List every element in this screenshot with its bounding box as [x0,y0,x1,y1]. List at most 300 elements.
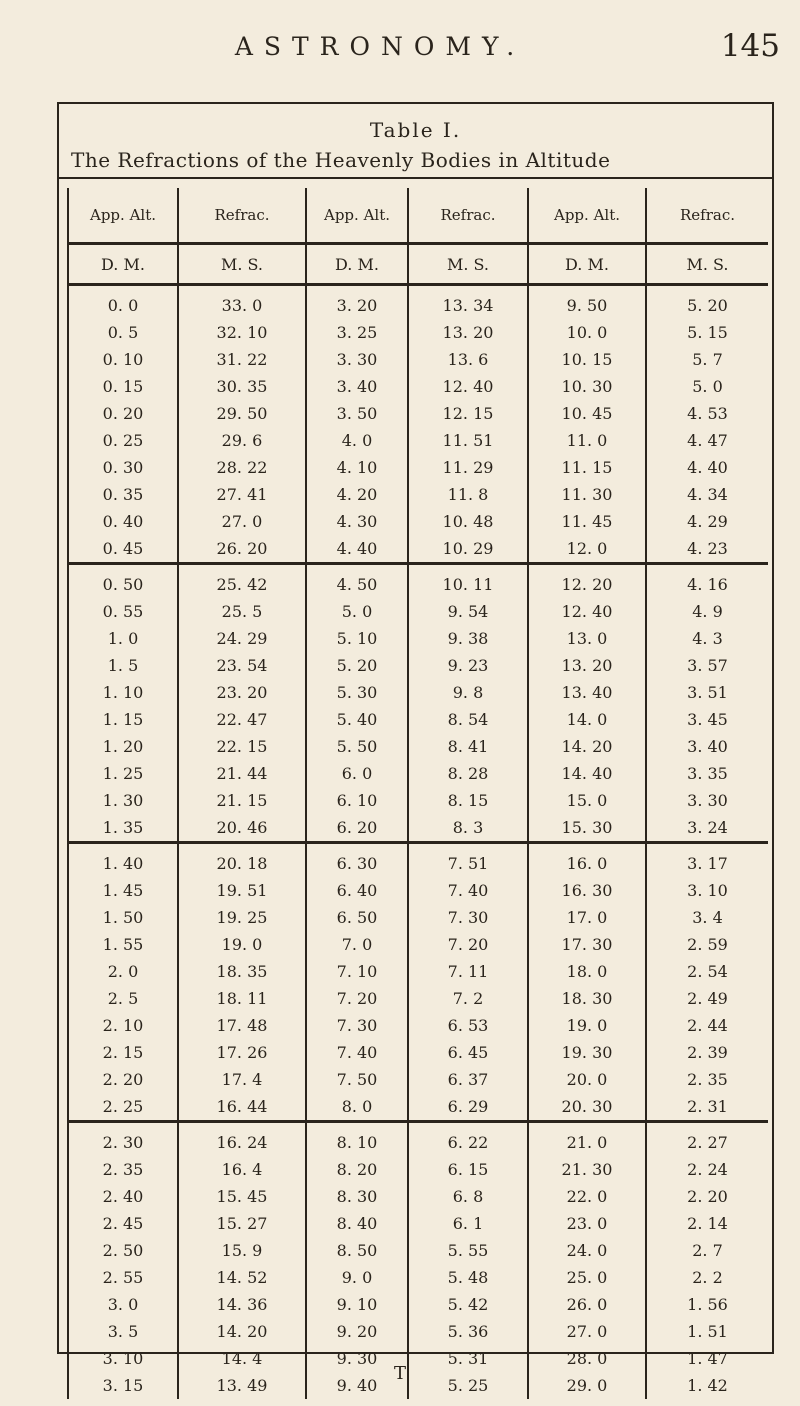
table-body [67,245,768,1399]
refraction-cell: 3. 30 [687,791,728,810]
table-row [67,733,768,760]
apparent-altitude-cell: 3. 20 [305,286,409,319]
refraction-cell: 6. 29 [409,1093,527,1123]
refraction-cell: 2. 54 [687,962,728,981]
table-row [67,1291,768,1318]
apparent-altitude-cell: 2. 35 [67,1156,179,1183]
refraction-cell: 15. 45 [216,1187,268,1206]
table-row [67,1093,768,1123]
apparent-altitude-cell: 16. 30 [527,877,647,904]
refraction-cell: 2. 20 [687,1187,728,1206]
apparent-altitude-cell: 3. 50 [305,400,409,427]
apparent-altitude-cell: 2. 20 [67,1066,179,1093]
table-row [67,565,768,598]
apparent-altitude-cell: 20. 30 [527,1093,647,1123]
refraction-table-frame [57,102,774,1395]
refraction-cell: 4. 34 [687,485,728,504]
refraction-cell: 21. 15 [216,791,268,810]
refraction-cell: 5. 0 [692,377,723,396]
refraction-cell: 19. 51 [216,881,268,900]
apparent-altitude-cell: 3. 25 [305,319,409,346]
apparent-altitude-cell: 0. 20 [67,400,179,427]
apparent-altitude-cell: 24. 0 [527,1237,647,1264]
refraction-cell: 21. 44 [216,764,268,783]
apparent-altitude-cell: 7. 30 [305,1012,409,1039]
apparent-altitude-cell: 18. 0 [527,958,647,985]
refraction-cell: 17. 48 [216,1016,268,1035]
refraction-cell: 3. 4 [692,908,723,927]
apparent-altitude-cell: 14. 20 [527,733,647,760]
table-caption-title: The Refractions of the Heavenly Bodies in Altitude [71,148,611,172]
apparent-altitude-cell: 1. 30 [67,787,179,814]
refraction-cell: 11. 8 [447,485,489,504]
refraction-cell: 31. 22 [216,350,268,369]
apparent-altitude-cell: 2. 15 [67,1039,179,1066]
apparent-altitude-cell: 22. 0 [527,1183,647,1210]
apparent-altitude-cell: 7. 0 [305,931,409,958]
page-number: 145 [720,28,780,64]
refraction-table [67,188,768,1399]
unit-cell: M. S. [647,245,768,286]
apparent-altitude-cell: 25. 0 [527,1264,647,1291]
table-row [67,958,768,985]
table-row [67,904,768,931]
table-row [67,814,768,844]
refraction-cell: 15. 27 [216,1214,268,1233]
refraction-cell: 8. 15 [447,791,489,810]
table-row [67,931,768,958]
refraction-cell: 4. 40 [687,458,728,477]
refraction-cell: 2. 31 [647,1093,768,1123]
refraction-cell: 2. 24 [687,1160,728,1179]
header-app-alt-2: App. Alt. [305,188,409,245]
table-row [67,373,768,400]
refraction-cell: 4. 53 [687,404,728,423]
table-row [67,985,768,1012]
apparent-altitude-cell: 7. 10 [305,958,409,985]
refraction-cell: 16. 4 [221,1160,263,1179]
apparent-altitude-cell: 3. 0 [67,1291,179,1318]
apparent-altitude-cell: 1. 10 [67,679,179,706]
apparent-altitude-cell: 9. 50 [527,286,647,319]
refraction-cell: 28. 22 [216,458,268,477]
apparent-altitude-cell: 12. 20 [527,565,647,598]
table-row [67,319,768,346]
header-row [67,188,768,245]
header-app-alt-1: App. Alt. [67,188,179,245]
apparent-altitude-cell: 14. 0 [527,706,647,733]
refraction-cell: 18. 35 [216,962,268,981]
apparent-altitude-cell: 21. 0 [527,1123,647,1156]
apparent-altitude-cell: 0. 40 [67,508,179,535]
refraction-cell: 4. 9 [692,602,723,621]
apparent-altitude-cell: 2. 40 [67,1183,179,1210]
apparent-altitude-cell: 4. 0 [305,427,409,454]
apparent-altitude-cell: 11. 0 [527,427,647,454]
apparent-altitude-cell: 11. 45 [527,508,647,535]
apparent-altitude-cell: 3. 5 [67,1318,179,1345]
apparent-altitude-cell: 2. 0 [67,958,179,985]
table-row [67,598,768,625]
table-row [67,877,768,904]
apparent-altitude-cell: 9. 40 [305,1372,409,1399]
apparent-altitude-cell: 9. 10 [305,1291,409,1318]
table-row [67,1318,768,1345]
refraction-cell: 2. 49 [687,989,728,1008]
refraction-cell: 6. 53 [447,1016,489,1035]
refraction-cell: 2. 7 [692,1241,723,1260]
refraction-cell: 27. 0 [221,512,263,531]
table-row [67,454,768,481]
caption-rule [59,177,772,179]
apparent-altitude-cell: 5. 40 [305,706,409,733]
refraction-cell: 29. 6 [221,431,263,450]
apparent-altitude-cell: 18. 30 [527,985,647,1012]
refraction-cell: 19. 25 [216,908,268,927]
refraction-cell: 30. 35 [216,377,268,396]
refraction-cell: 3. 10 [687,881,728,900]
apparent-altitude-cell: 0. 35 [67,481,179,508]
apparent-altitude-cell: 6. 40 [305,877,409,904]
refraction-cell: 2. 59 [687,935,728,954]
refraction-cell: 24. 29 [216,629,268,648]
apparent-altitude-cell: 19. 0 [527,1012,647,1039]
refraction-cell: 6. 45 [447,1043,489,1062]
apparent-altitude-cell: 2. 50 [67,1237,179,1264]
refraction-cell: 17. 4 [221,1070,263,1089]
apparent-altitude-cell: 4. 50 [305,565,409,598]
refraction-cell: 17. 26 [216,1043,268,1062]
refraction-cell: 33. 0 [221,296,263,315]
refraction-cell: 29. 50 [216,404,268,423]
apparent-altitude-cell: 1. 0 [67,625,179,652]
apparent-altitude-cell: 0. 45 [67,535,179,565]
refraction-cell: 5. 25 [447,1376,489,1395]
refraction-cell: 7. 11 [447,962,489,981]
apparent-altitude-cell: 17. 30 [527,931,647,958]
refraction-cell: 16. 24 [216,1133,268,1152]
apparent-altitude-cell: 1. 55 [67,931,179,958]
refraction-cell: 32. 10 [216,323,268,342]
refraction-cell: 12. 15 [442,404,494,423]
apparent-altitude-cell: 1. 5 [67,652,179,679]
apparent-altitude-cell: 5. 30 [305,679,409,706]
refraction-cell: 8. 28 [447,764,489,783]
refraction-cell: 3. 40 [687,737,728,756]
refraction-cell: 12. 40 [442,377,494,396]
refraction-cell: 15. 9 [221,1241,263,1260]
unit-cell: D. M. [67,245,179,286]
apparent-altitude-cell: 28. 0 [527,1345,647,1372]
refraction-cell: 5. 31 [447,1349,489,1368]
table-caption-number: Table I. [369,118,462,142]
apparent-altitude-cell: 15. 30 [527,814,647,844]
refraction-cell: 2. 14 [687,1214,728,1233]
apparent-altitude-cell: 8. 20 [305,1156,409,1183]
refraction-cell: 5. 7 [692,350,723,369]
refraction-cell: 2. 39 [687,1043,728,1062]
refraction-cell: 6. 22 [447,1133,489,1152]
refraction-cell: 1. 56 [687,1295,728,1314]
apparent-altitude-cell: 11. 15 [527,454,647,481]
table-row [67,1039,768,1066]
refraction-cell: 9. 23 [447,656,489,675]
table-row [67,787,768,814]
table-row [67,679,768,706]
refraction-cell: 14. 52 [216,1268,268,1287]
refraction-cell: 13. 34 [442,296,494,315]
apparent-altitude-cell: 0. 55 [67,598,179,625]
refraction-cell: 2. 44 [687,1016,728,1035]
refraction-cell: 14. 20 [216,1322,268,1341]
apparent-altitude-cell: 19. 30 [527,1039,647,1066]
apparent-altitude-cell: 16. 0 [527,844,647,877]
refraction-cell: 8. 41 [447,737,489,756]
apparent-altitude-cell: 6. 10 [305,787,409,814]
apparent-altitude-cell: 0. 30 [67,454,179,481]
apparent-altitude-cell: 3. 15 [67,1372,179,1399]
table-row [67,1264,768,1291]
unit-cell: M. S. [409,245,527,286]
refraction-cell: 5. 55 [447,1241,489,1260]
table-row [67,1156,768,1183]
table-row [67,1237,768,1264]
running-title: ASTRONOMY. [234,32,526,61]
apparent-altitude-cell: 1. 35 [67,814,179,844]
apparent-altitude-cell: 0. 50 [67,565,179,598]
refraction-cell: 8. 54 [447,710,489,729]
apparent-altitude-cell: 6. 0 [305,760,409,787]
refraction-cell: 5. 15 [687,323,728,342]
apparent-altitude-cell: 2. 30 [67,1123,179,1156]
apparent-altitude-cell: 7. 50 [305,1066,409,1093]
refraction-cell: 10. 11 [442,575,494,594]
refraction-cell: 5. 48 [447,1268,489,1287]
refraction-cell: 20. 18 [216,854,268,873]
table-row [67,1066,768,1093]
apparent-altitude-cell: 4. 40 [305,535,409,565]
apparent-altitude-cell: 8. 50 [305,1237,409,1264]
apparent-altitude-cell: 2. 55 [67,1264,179,1291]
apparent-altitude-cell: 4. 30 [305,508,409,535]
table-row [67,286,768,319]
apparent-altitude-cell: 8. 30 [305,1183,409,1210]
apparent-altitude-cell: 1. 45 [67,877,179,904]
table-row [67,760,768,787]
refraction-cell: 6. 8 [452,1187,484,1206]
table-row [67,508,768,535]
refraction-cell: 8. 3 [409,814,527,844]
apparent-altitude-cell: 7. 20 [305,985,409,1012]
apparent-altitude-cell: 10. 45 [527,400,647,427]
apparent-altitude-cell: 20. 0 [527,1066,647,1093]
apparent-altitude-cell: 15. 0 [527,787,647,814]
table-row [67,400,768,427]
table-row [67,706,768,733]
table-row [67,844,768,877]
table-row [67,1012,768,1039]
apparent-altitude-cell: 5. 20 [305,652,409,679]
apparent-altitude-cell: 2. 45 [67,1210,179,1237]
refraction-cell: 2. 2 [692,1268,723,1287]
header-refrac-1: Refrac. [179,188,305,245]
refraction-cell: 13. 20 [442,323,494,342]
refraction-cell: 13. 49 [216,1376,268,1395]
apparent-altitude-cell: 5. 0 [305,598,409,625]
apparent-altitude-cell: 0. 0 [67,286,179,319]
apparent-altitude-cell: 9. 20 [305,1318,409,1345]
apparent-altitude-cell: 8. 0 [305,1093,409,1123]
refraction-cell: 11. 51 [442,431,494,450]
apparent-altitude-cell: 5. 10 [305,625,409,652]
refraction-cell: 26. 20 [179,535,305,565]
apparent-altitude-cell: 4. 20 [305,481,409,508]
apparent-altitude-cell: 13. 40 [527,679,647,706]
apparent-altitude-cell: 1. 40 [67,844,179,877]
apparent-altitude-cell: 17. 0 [527,904,647,931]
table-row [67,625,768,652]
refraction-cell: 1. 51 [687,1322,728,1341]
apparent-altitude-cell: 2. 5 [67,985,179,1012]
refraction-cell: 10. 29 [409,535,527,565]
refraction-cell: 22. 15 [216,737,268,756]
refraction-cell: 9. 8 [452,683,484,702]
apparent-altitude-cell: 3. 30 [305,346,409,373]
apparent-altitude-cell: 5. 50 [305,733,409,760]
refraction-cell: 5. 36 [447,1322,489,1341]
signature-mark: T [393,1363,406,1384]
refraction-cell: 4. 29 [687,512,728,531]
apparent-altitude-cell: 3. 40 [305,373,409,400]
refraction-cell: 13. 6 [447,350,489,369]
apparent-altitude-cell: 10. 30 [527,373,647,400]
apparent-altitude-cell: 7. 40 [305,1039,409,1066]
apparent-altitude-cell: 0. 15 [67,373,179,400]
refraction-cell: 7. 20 [447,935,489,954]
refraction-cell: 7. 2 [452,989,484,1008]
apparent-altitude-cell: 29. 0 [527,1372,647,1399]
refraction-cell: 4. 47 [687,431,728,450]
refraction-cell: 23. 54 [216,656,268,675]
refraction-cell: 18. 11 [216,989,268,1008]
table-row [67,535,768,565]
apparent-altitude-cell: 1. 50 [67,904,179,931]
refraction-cell: 3. 17 [687,854,728,873]
refraction-cell: 27. 41 [216,485,268,504]
apparent-altitude-cell: 6. 20 [305,814,409,844]
refraction-cell: 6. 15 [447,1160,489,1179]
table-row [67,1210,768,1237]
apparent-altitude-cell: 9. 0 [305,1264,409,1291]
apparent-altitude-cell: 2. 10 [67,1012,179,1039]
apparent-altitude-cell: 26. 0 [527,1291,647,1318]
table-row [67,1123,768,1156]
refraction-cell: 3. 45 [687,710,728,729]
apparent-altitude-cell: 0. 25 [67,427,179,454]
apparent-altitude-cell: 21. 30 [527,1156,647,1183]
refraction-cell: 4. 23 [647,535,768,565]
refraction-cell: 10. 48 [442,512,494,531]
unit-cell: M. S. [179,245,305,286]
apparent-altitude-cell: 27. 0 [527,1318,647,1345]
refraction-cell: 20. 46 [179,814,305,844]
table-row [67,1183,768,1210]
refraction-cell: 25. 42 [216,575,268,594]
refraction-cell: 2. 35 [687,1070,728,1089]
refraction-cell: 7. 51 [447,854,489,873]
refraction-cell: 6. 37 [447,1070,489,1089]
refraction-cell: 3. 57 [687,656,728,675]
unit-cell: D. M. [527,245,647,286]
apparent-altitude-cell: 13. 20 [527,652,647,679]
refraction-cell: 5. 42 [447,1295,489,1314]
refraction-cell: 22. 47 [216,710,268,729]
header-app-alt-3: App. Alt. [527,188,647,245]
refraction-cell: 11. 29 [442,458,494,477]
apparent-altitude-cell: 3. 10 [67,1345,179,1372]
refraction-cell: 14. 36 [216,1295,268,1314]
refraction-cell: 2. 27 [687,1133,728,1152]
refraction-cell: 3. 24 [647,814,768,844]
apparent-altitude-cell: 8. 10 [305,1123,409,1156]
refraction-cell: 5. 20 [687,296,728,315]
apparent-altitude-cell: 0. 10 [67,346,179,373]
apparent-altitude-cell: 1. 15 [67,706,179,733]
refraction-cell: 3. 51 [687,683,728,702]
apparent-altitude-cell: 2. 25 [67,1093,179,1123]
refraction-cell: 16. 44 [179,1093,305,1123]
refraction-cell: 25. 5 [221,602,263,621]
refraction-cell: 9. 38 [447,629,489,648]
apparent-altitude-cell: 9. 30 [305,1345,409,1372]
apparent-altitude-cell: 1. 20 [67,733,179,760]
table-row [67,652,768,679]
refraction-cell: 14. 4 [221,1349,263,1368]
apparent-altitude-cell: 1. 25 [67,760,179,787]
refraction-cell: 3. 35 [687,764,728,783]
apparent-altitude-cell: 6. 50 [305,904,409,931]
running-head [0,28,800,78]
refraction-cell: 1. 42 [687,1376,728,1395]
header-refrac-3: Refrac. [647,188,768,245]
apparent-altitude-cell: 23. 0 [527,1210,647,1237]
refraction-cell: 9. 54 [447,602,489,621]
refraction-cell: 4. 3 [692,629,723,648]
refraction-cell: 7. 40 [447,881,489,900]
apparent-altitude-cell: 12. 0 [527,535,647,565]
refraction-cell: 1. 47 [687,1349,728,1368]
apparent-altitude-cell: 10. 15 [527,346,647,373]
apparent-altitude-cell: 13. 0 [527,625,647,652]
apparent-altitude-cell: 6. 30 [305,844,409,877]
refraction-cell: 6. 1 [452,1214,484,1233]
apparent-altitude-cell: 8. 40 [305,1210,409,1237]
table-row [67,481,768,508]
apparent-altitude-cell: 11. 30 [527,481,647,508]
apparent-altitude-cell: 14. 40 [527,760,647,787]
table-row [67,346,768,373]
refraction-cell: 4. 16 [687,575,728,594]
refraction-cell: 23. 20 [216,683,268,702]
apparent-altitude-cell: 4. 10 [305,454,409,481]
apparent-altitude-cell: 12. 40 [527,598,647,625]
unit-cell: D. M. [305,245,409,286]
refraction-cell: 19. 0 [221,935,263,954]
header-refrac-2: Refrac. [409,188,527,245]
refraction-cell: 7. 30 [447,908,489,927]
table-row [67,427,768,454]
apparent-altitude-cell: 0. 5 [67,319,179,346]
